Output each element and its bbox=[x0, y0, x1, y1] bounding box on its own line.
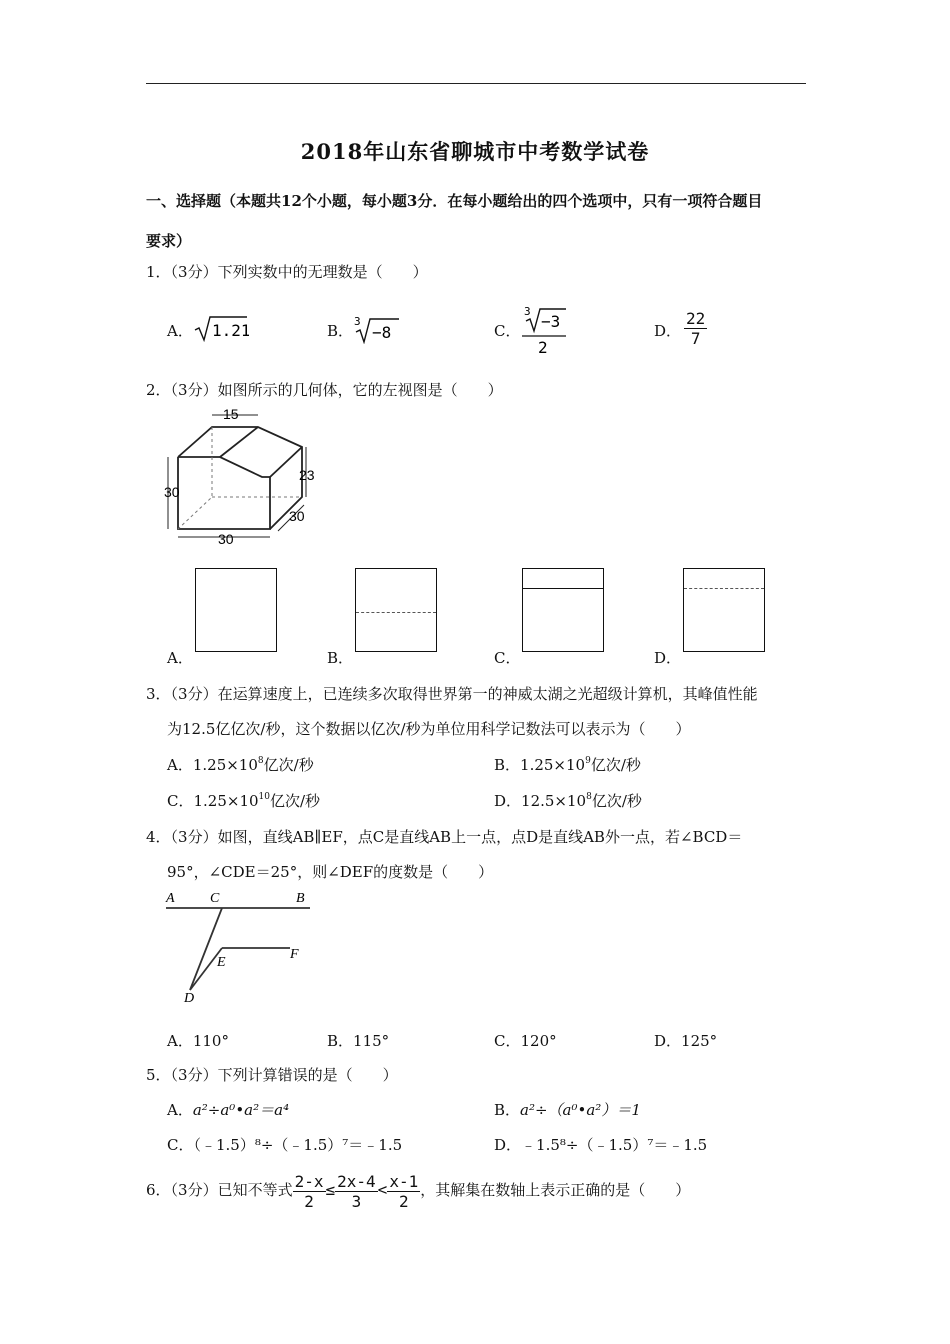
q1-b-index: 3 bbox=[354, 315, 361, 328]
q1-a-radicand: 1.21 bbox=[212, 321, 249, 340]
q1-option-b-label: B． bbox=[327, 322, 354, 340]
q1-option-d-expr bbox=[684, 309, 707, 348]
q4-option-b: B．115° bbox=[327, 1032, 390, 1050]
q4-figure bbox=[160, 886, 320, 1008]
q2-option-d-box bbox=[683, 568, 765, 652]
q4-line1: 4．（3分）如图，直线AB∥EF，点C是直线AB上一点，点D是直线AB外一点，若∠BCD＝ bbox=[146, 828, 743, 846]
dim-top: 15 bbox=[223, 406, 239, 422]
page-title: 2018年山东省聊城市中考数学试卷 bbox=[300, 139, 650, 164]
q1-c-denominator: 2 bbox=[538, 338, 548, 357]
q4-option-a: A．110° bbox=[167, 1032, 229, 1050]
q6-frac1-num: 2-x bbox=[294, 1171, 324, 1191]
fraction-cube-root-icon bbox=[520, 305, 570, 357]
header-rule bbox=[146, 83, 806, 84]
q3-option-b: B．$1.25\times 10^9$亿次/秒 bbox=[494, 756, 641, 774]
q6-frac3-num: x-1 bbox=[389, 1171, 419, 1191]
q2-solid-figure bbox=[160, 405, 320, 554]
q2-option-c-label: C． bbox=[494, 649, 521, 667]
q4-option-d: D．125° bbox=[654, 1032, 718, 1050]
q5-option-c: C．（﹣1.5）⁸÷（﹣1.5）⁷＝﹣1.5 bbox=[167, 1136, 403, 1154]
q5-option-a: A．a²÷a⁰•a²＝a⁴ bbox=[167, 1101, 290, 1119]
q1-b-radicand: −8 bbox=[372, 323, 392, 342]
solid-line bbox=[523, 588, 603, 589]
q5-option-d: D．﹣1.5⁸÷（﹣1.5）⁷＝﹣1.5 bbox=[494, 1136, 708, 1154]
q2-option-c-box bbox=[522, 568, 604, 652]
q5-stem: 5．（3分）下列计算错误的是（ ） bbox=[146, 1066, 398, 1084]
q2-option-b-box bbox=[355, 568, 437, 652]
q4-option-c: C．120° bbox=[494, 1032, 557, 1050]
radical-sign-icon bbox=[193, 314, 249, 342]
dim-right-height: 23 bbox=[299, 467, 315, 483]
q2-stem: 2．（3分）如图所示的几何体，它的左视图是（ ） bbox=[146, 381, 503, 399]
q2-option-a-box bbox=[195, 568, 277, 652]
section-heading-line2: 要求） bbox=[146, 232, 192, 250]
q6-frac1-den: 2 bbox=[304, 1191, 314, 1211]
point-b-label: B bbox=[296, 891, 305, 906]
q1-c-radicand: −3 bbox=[541, 312, 561, 331]
q2-option-b-label: B． bbox=[327, 649, 354, 667]
q2-option-d-label: D． bbox=[654, 649, 682, 667]
q2-option-a-label: A． bbox=[167, 649, 193, 667]
q1-option-b-expr bbox=[353, 314, 403, 348]
cube-root-sign-icon bbox=[353, 314, 403, 344]
q1-c-index: 3 bbox=[524, 305, 531, 318]
q1-option-c-label: C． bbox=[494, 322, 521, 340]
q1-option-c-expr bbox=[520, 305, 570, 361]
q6-frac2-den: 3 bbox=[351, 1191, 362, 1211]
point-a-label: A bbox=[166, 891, 175, 906]
q1-option-d-label: D． bbox=[654, 322, 682, 340]
q3-line2: 为12.5亿亿次/秒，这个数据以亿次/秒为单位用科学记数法可以表示为（ ） bbox=[167, 720, 691, 738]
point-d-label: D bbox=[184, 991, 195, 1004]
q3-line1: 3．（3分）在运算速度上，已连续多次取得世界第一的神威太湖之光超级计算机，其峰值性能 bbox=[146, 685, 758, 703]
q1-option-a-label: A． bbox=[167, 322, 193, 340]
q6-frac2-num: 2x-4 bbox=[337, 1171, 376, 1191]
point-f-label: F bbox=[290, 947, 299, 962]
q1-option-a-expr bbox=[193, 314, 249, 346]
q1-d-denominator: 7 bbox=[690, 329, 701, 348]
q6-frac3-den: 2 bbox=[398, 1191, 409, 1211]
point-e-label: E bbox=[217, 955, 226, 970]
q3-option-d: D．$12.5\times 10^8$亿次/秒 bbox=[494, 792, 642, 810]
dashed-line bbox=[356, 612, 436, 613]
point-c-label: C bbox=[210, 891, 220, 906]
dim-depth: 30 bbox=[289, 508, 305, 524]
section-heading-line1: 一、选择题（本题共12个小题，每小题3分．在每小题给出的四个选项中，只有一项符合题目 bbox=[146, 192, 763, 210]
q4-line2: 95°，∠CDE＝25°，则∠DEF的度数是（ ） bbox=[167, 863, 494, 881]
q3-option-c: C．$1.25\times 10^{10}$亿次/秒 bbox=[167, 792, 321, 810]
q5-option-b: B．a²÷（a⁰•a²）＝1 bbox=[494, 1101, 641, 1119]
q6-stem: 6．（3分）已知不等式 $\frac{2-x}{2}$ ≤ $\frac{2x-4}{3}$ < $\frac{x-1}{2}$ ，其解集在数轴上表示正确的是（ ） bbox=[146, 1171, 691, 1211]
dim-bottom: 30 bbox=[218, 531, 234, 547]
dim-left-height: 30 bbox=[164, 484, 180, 500]
q3-option-a: A．$1.25\times 10^8$亿次/秒 bbox=[167, 756, 314, 774]
q1-d-numerator: 22 bbox=[686, 309, 706, 328]
q1-stem: 1．（3分）下列实数中的无理数是（ ） bbox=[146, 263, 428, 281]
dashed-line bbox=[684, 588, 764, 589]
